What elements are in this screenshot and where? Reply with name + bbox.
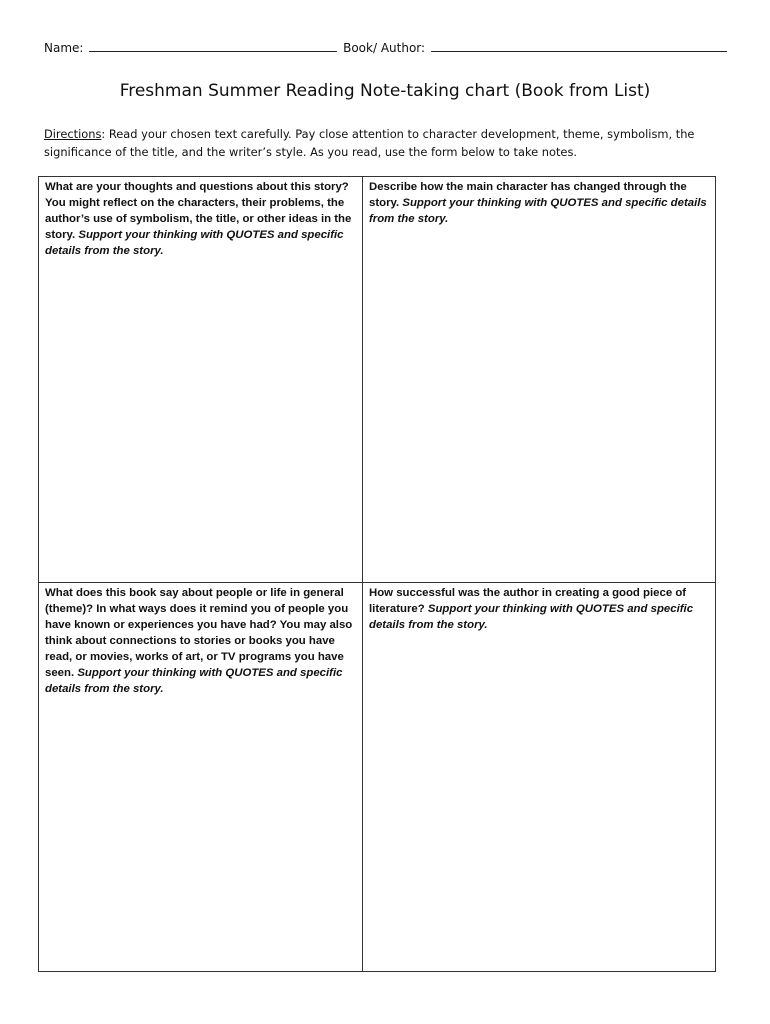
directions (44, 125, 724, 161)
note-taking-chart (38, 176, 716, 972)
character-change-support: Support your thinking with QUOTES and specific details from the story. (369, 197, 707, 225)
author-success-prompt: How successful was the author in creating a good piece of literature? (369, 587, 687, 615)
author-success-support: Support your thinking with QUOTES and specific details from the story. (369, 603, 694, 631)
thoughts-questions-box[interactable] (39, 177, 362, 582)
theme-connections-prompt: What does this book say about people or life in general (theme)? In what ways does it remind you of people you have known or experiences you have had? You may also think about connections to stories or books you have read, or movies, works of art, or TV programs you have seen. (45, 587, 353, 679)
name-field[interactable] (89, 39, 337, 52)
header-fields (44, 39, 734, 56)
book-author-label: Book/ Author: (343, 41, 426, 55)
directions-label: Directions (44, 127, 102, 141)
character-change-prompt: Describe how the main character has changed through the story. (369, 181, 687, 209)
thoughts-questions-support: Support your thinking with QUOTES and specific details from the story. (45, 229, 344, 257)
theme-connections-support: Support your thinking with QUOTES and specific details from the story. (45, 667, 343, 695)
book-author-field[interactable] (431, 39, 727, 52)
character-change-box[interactable] (363, 177, 715, 582)
directions-text: : Read your chosen text carefully. Pay close attention to character development, theme, symbolism, the significance of the title, and the writer’s style. As you read, use the form below to take notes. (44, 127, 695, 159)
author-success-box[interactable] (363, 583, 715, 971)
thoughts-questions-prompt: What are your thoughts and questions about this story? You might reflect on the characters, their problems, the author’s use of symbolism, the title, or other ideas in the story. (45, 181, 352, 241)
theme-connections-box[interactable] (39, 583, 362, 971)
page-title: Freshman Summer Reading Note-taking chart (Book from List) (119, 81, 651, 101)
name-label: Name: (44, 41, 84, 55)
